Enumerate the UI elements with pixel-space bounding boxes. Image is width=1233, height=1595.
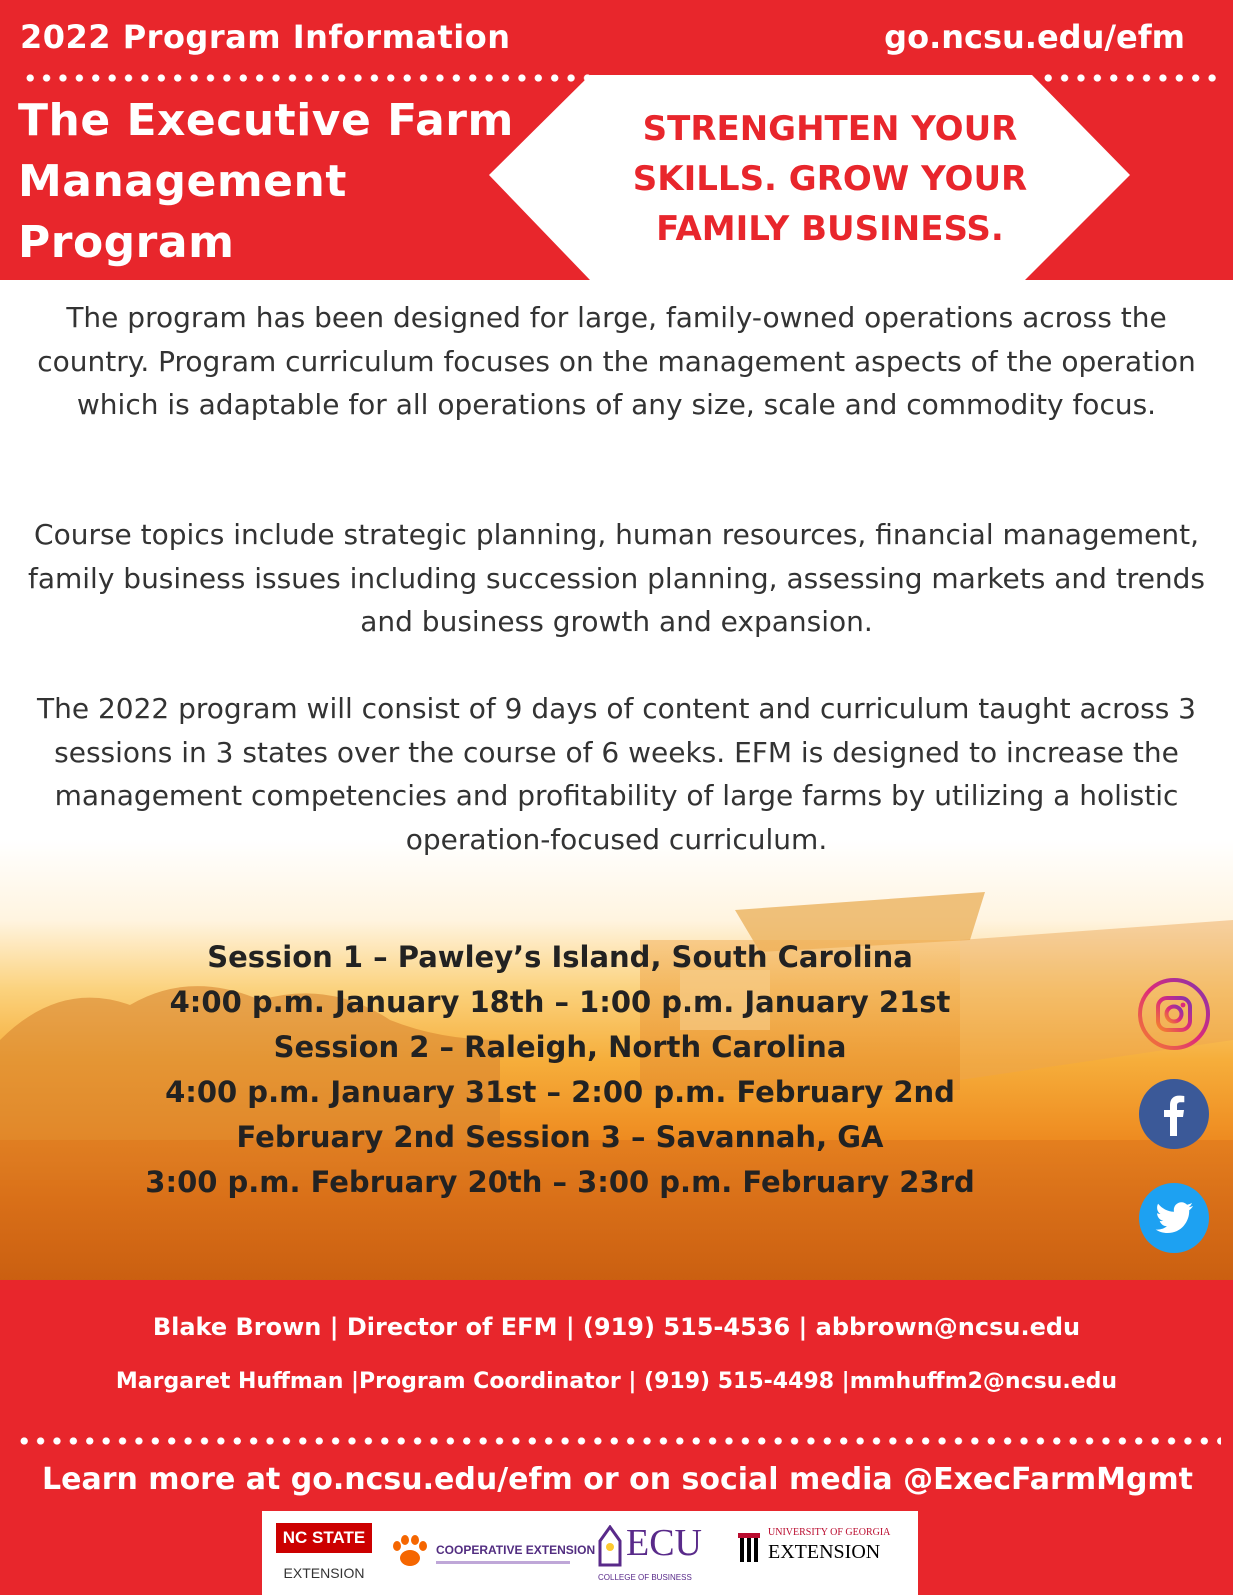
topics-paragraph: Course topics include strategic planning, human resources, financial management, family business issues including succession planning, assessing markets and trends and business growth and expansion. [27, 518, 1206, 638]
dotted-divider [1040, 73, 1220, 83]
uga-arch-icon [736, 1529, 762, 1565]
intro-paragraph: The program has been designed for large, family-owned operations across the country. Program curriculum focuses on the management aspects of the operation which is adaptable for all operations of any size, scale and commodity focus. [37, 301, 1196, 421]
program-url-header[interactable]: go.ncsu.edu/efm [884, 18, 1185, 56]
tagline-line: FAMILY BUSINESS. [656, 209, 1004, 249]
facebook-icon[interactable] [1138, 1078, 1210, 1150]
tagline-line: STRENGHTEN YOUR [642, 109, 1018, 149]
ncstate-extension-logo [274, 1519, 374, 1589]
uga-logo-text: UNIVERSITY OF GEORGIA [768, 1527, 891, 1538]
dotted-divider [16, 1436, 1221, 1446]
ecu-cupola-icon [596, 1525, 624, 1569]
tagline-line: SKILLS. GROW YOUR [632, 159, 1028, 199]
director-contact: Blake Brown | Director of EFM | (919) 515-4536 | abbrown@ncsu.edu [152, 1313, 1081, 1341]
session-line: Session 1 – Pawley’s Island, South Carolina [207, 940, 913, 974]
title-line: Management [18, 156, 347, 207]
session-line: 3:00 p.m. February 20th – 3:00 p.m. February 23rd [145, 1165, 975, 1199]
uga-extension-logo [736, 1525, 906, 1581]
program-info-header: 2022 Program Information [20, 18, 511, 56]
clemson-logo-text: COOPERATIVE EXTENSION [436, 1543, 596, 1557]
twitter-icon[interactable] [1138, 1182, 1210, 1254]
session-line: Session 2 – Raleigh, North Carolina [273, 1030, 847, 1064]
learn-more-line: Learn more at go.ncsu.edu/efm or on social media @ExecFarmMgmt [42, 1462, 1194, 1497]
uga-extension-text: EXTENSION [768, 1541, 881, 1563]
ecu-college-text: COLLEGE OF BUSINESS [598, 1573, 692, 1582]
paw-icon [390, 1531, 430, 1571]
session-line: 4:00 p.m. January 31st – 2:00 p.m. February 2nd [165, 1075, 955, 1109]
clemson-extension-logo [390, 1521, 596, 1583]
dotted-divider [22, 73, 592, 83]
title-line: Program [18, 217, 235, 268]
coordinator-contact: Margaret Huffman |Program Coordinator | (919) 515-4498 |mmhuffm2@ncsu.edu [115, 1369, 1118, 1394]
instagram-icon[interactable] [1138, 978, 1210, 1050]
session-line: 4:00 p.m. January 18th – 1:00 p.m. January 21st [169, 985, 951, 1019]
ncstate-logo-text: NC STATE [282, 1528, 366, 1547]
ecu-business-logo [596, 1517, 712, 1589]
sessions-list [140, 935, 980, 1205]
ncstate-extension-text: EXTENSION [283, 1565, 365, 1581]
session-line: February 2nd Session 3 – Savannah, GA [236, 1120, 884, 1154]
tagline [600, 104, 1060, 254]
ecu-logo-text: ECU [626, 1522, 702, 1564]
partner-logos [262, 1511, 918, 1595]
program-paragraph: The 2022 program will consist of 9 days of content and curriculum taught across 3 sessions in 3 states over the course of 6 weeks. EFM is designed to increase the management competencies and profitability of large farms by utilizing a holistic operation-focused curriculum. [36, 692, 1196, 856]
page-title [18, 90, 514, 273]
title-line: The Executive Farm [18, 95, 514, 146]
